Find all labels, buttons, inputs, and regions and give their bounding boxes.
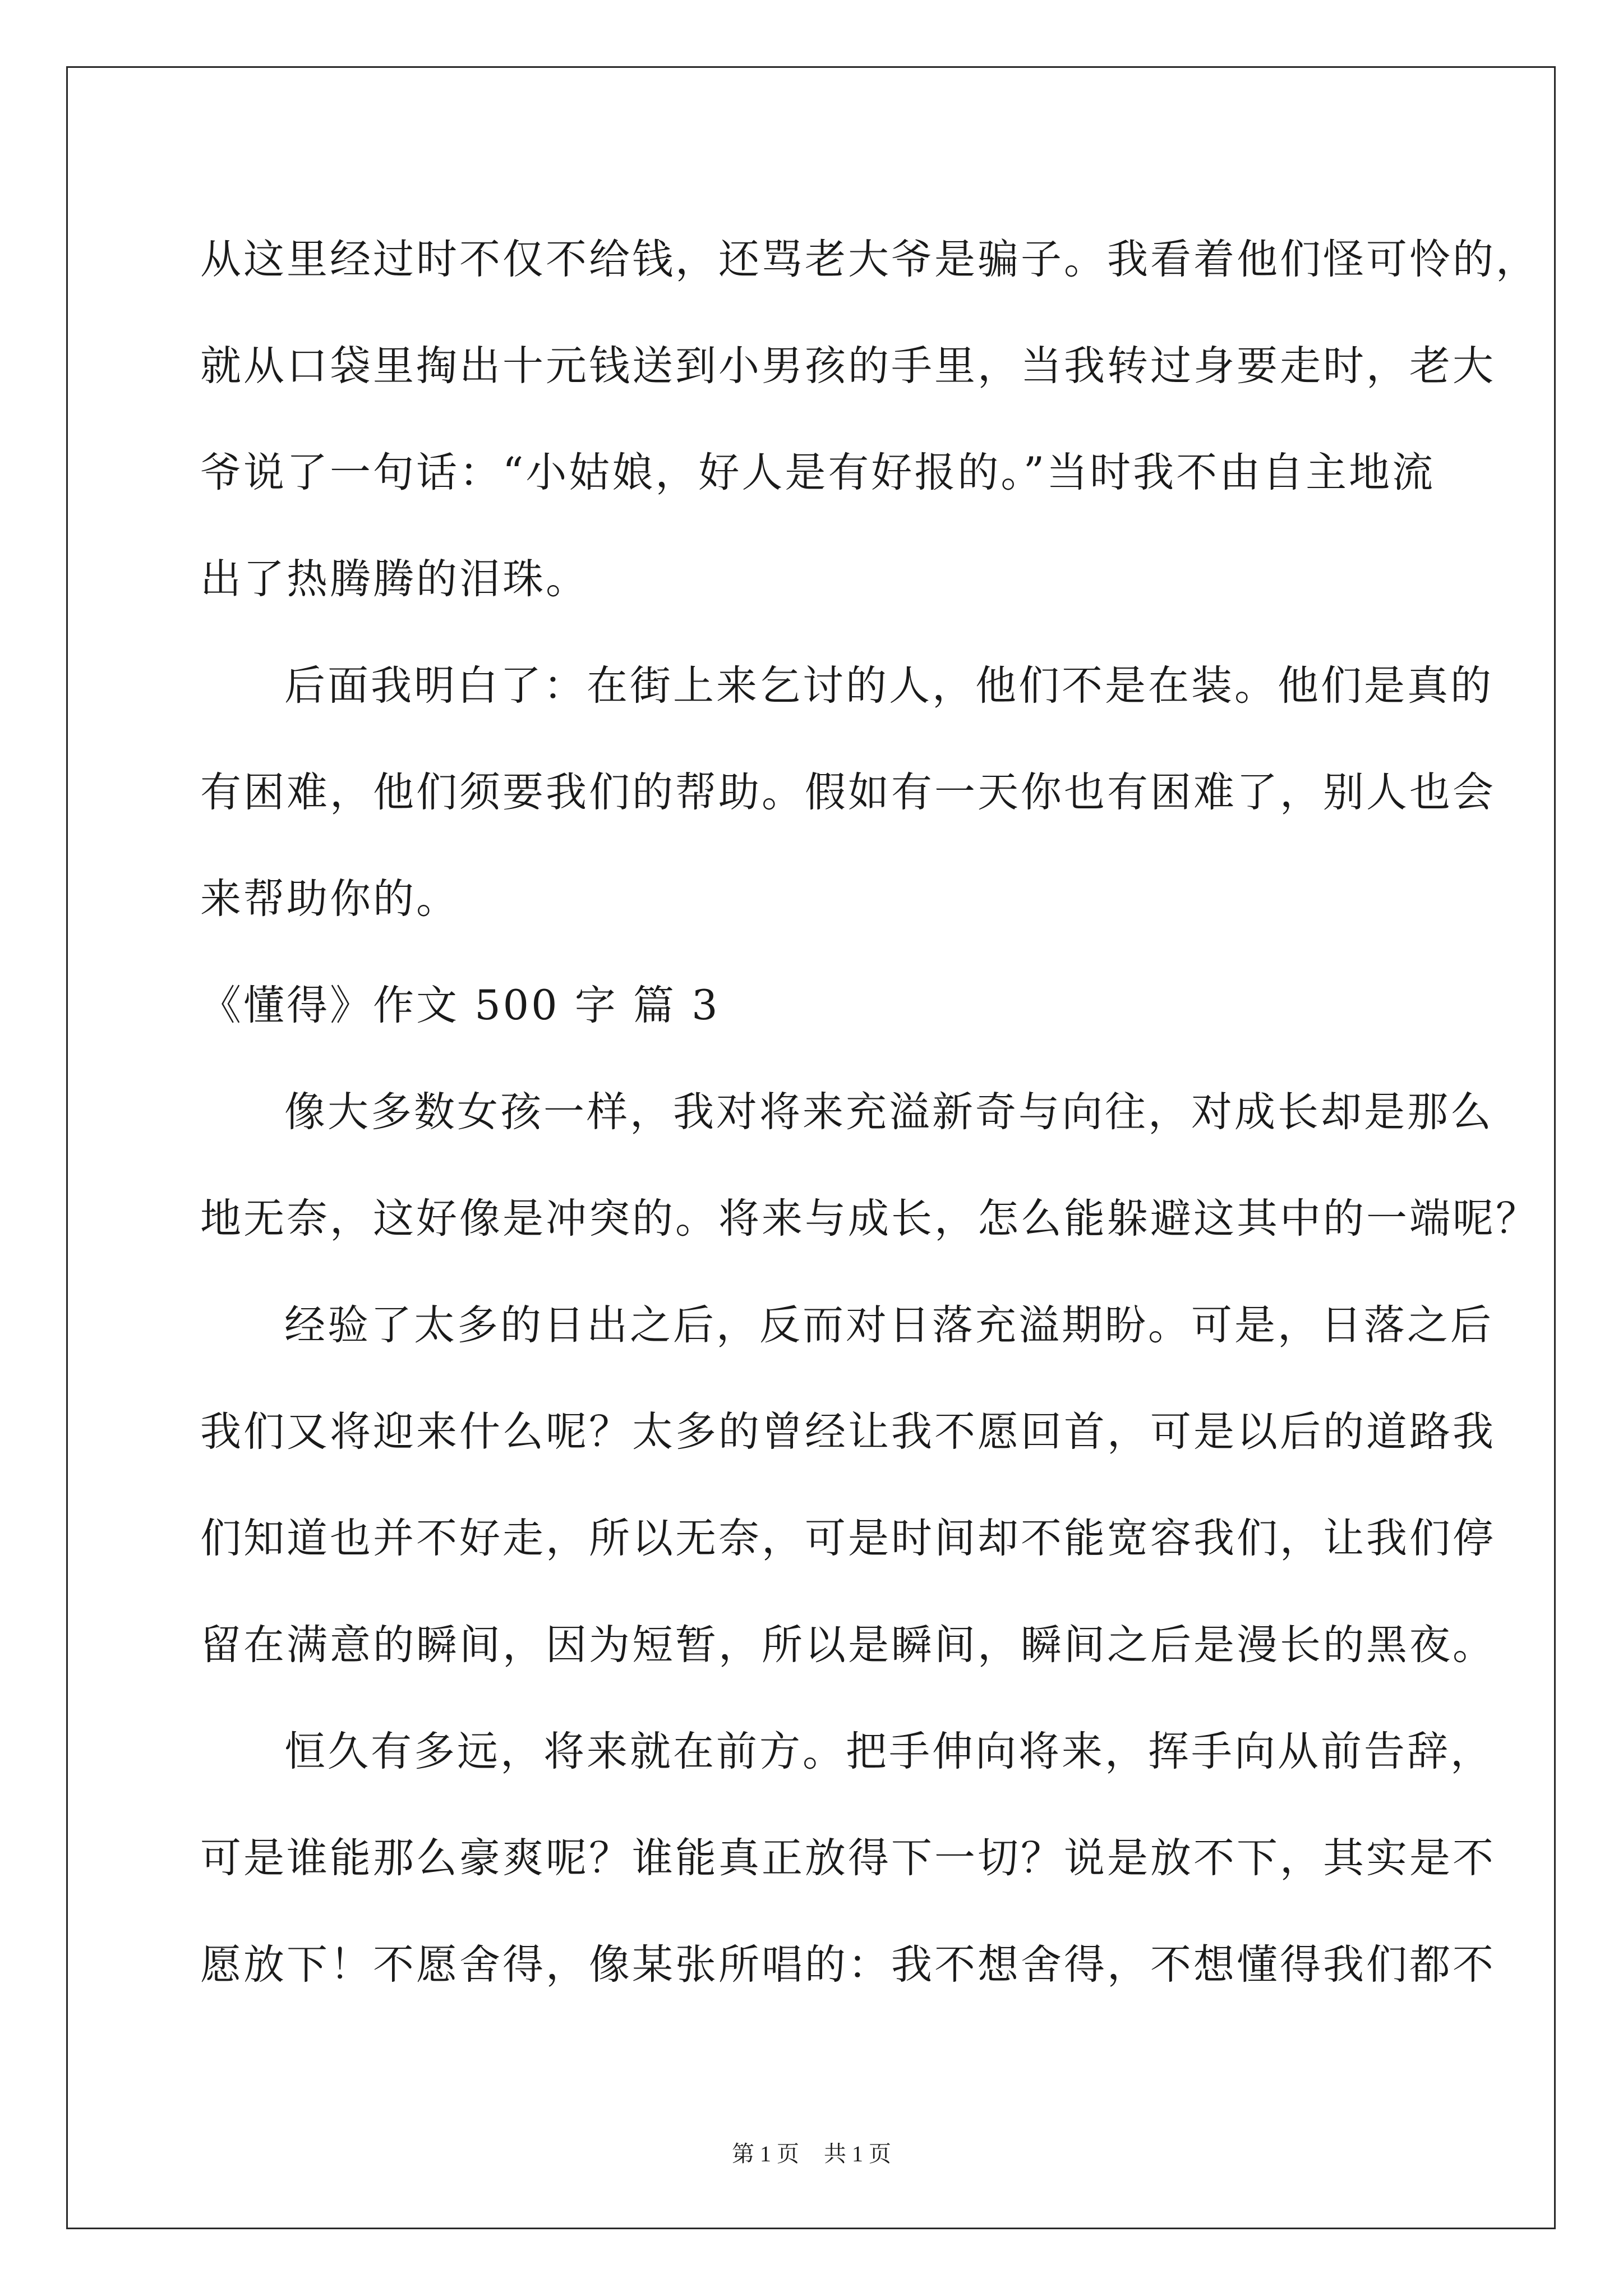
paragraph-first-line: 经验了太多的日出之后，反而对日落充溢期盼。可是，日落之后: [284, 1301, 1493, 1349]
text-line: 爷说了一句话：“小姑娘，好人是有好报的。”当时我不由自主地流: [200, 449, 1436, 496]
text-line: 地无奈，这好像是冲突的。将来与成长，怎么能躲避这其中的一端呢？: [200, 1195, 1539, 1243]
text-line: 愿放下！不愿舍得，像某张所唱的：我不想舍得，不想懂得我们都不: [200, 1941, 1496, 1989]
page-footer: [0, 2138, 1623, 2170]
paragraph-first-line: 后面我明白了：在街上来乞讨的人，他们不是在装。他们是真的: [284, 662, 1493, 710]
text-line: 有困难，他们须要我们的帮助。假如有一天你也有困难了，别人也会: [200, 769, 1496, 816]
paragraph-first-line: 像大多数女孩一样，我对将来充溢新奇与向往，对成长却是那么: [284, 1088, 1493, 1136]
paragraph-first-line: 恒久有多远，将来就在前方。把手伸向将来，挥手向从前告辞，: [284, 1728, 1493, 1775]
document-body: [200, 206, 1539, 2018]
text-line: 从这里经过时不仅不给钱，还骂老大爷是骗子。我看着他们怪可怜的，: [200, 236, 1539, 283]
text-line: 就从口袋里掏出十元钱送到小男孩的手里，当我转过身要走时，老大: [200, 342, 1496, 390]
text-line: 出了热腾腾的泪珠。: [200, 555, 589, 603]
page-number: 第 1 页: [732, 2141, 799, 2166]
text-line: 留在满意的瞬间，因为短暂，所以是瞬间，瞬间之后是漫长的黑夜。: [200, 1621, 1496, 1669]
text-line: 来帮助你的。: [200, 875, 459, 923]
section-heading: 《懂得》作文 500 字 篇 3: [200, 982, 720, 1029]
text-line: 们知道也并不好走，所以无奈，可是时间却不能宽容我们，让我们停: [200, 1515, 1496, 1562]
page-count: 共 1 页: [824, 2141, 891, 2166]
text-line: 可是谁能那么豪爽呢？谁能真正放得下一切？说是放不下，其实是不: [200, 1834, 1496, 1882]
text-line: 我们又将迎来什么呢？太多的曾经让我不愿回首，可是以后的道路我: [200, 1408, 1496, 1456]
